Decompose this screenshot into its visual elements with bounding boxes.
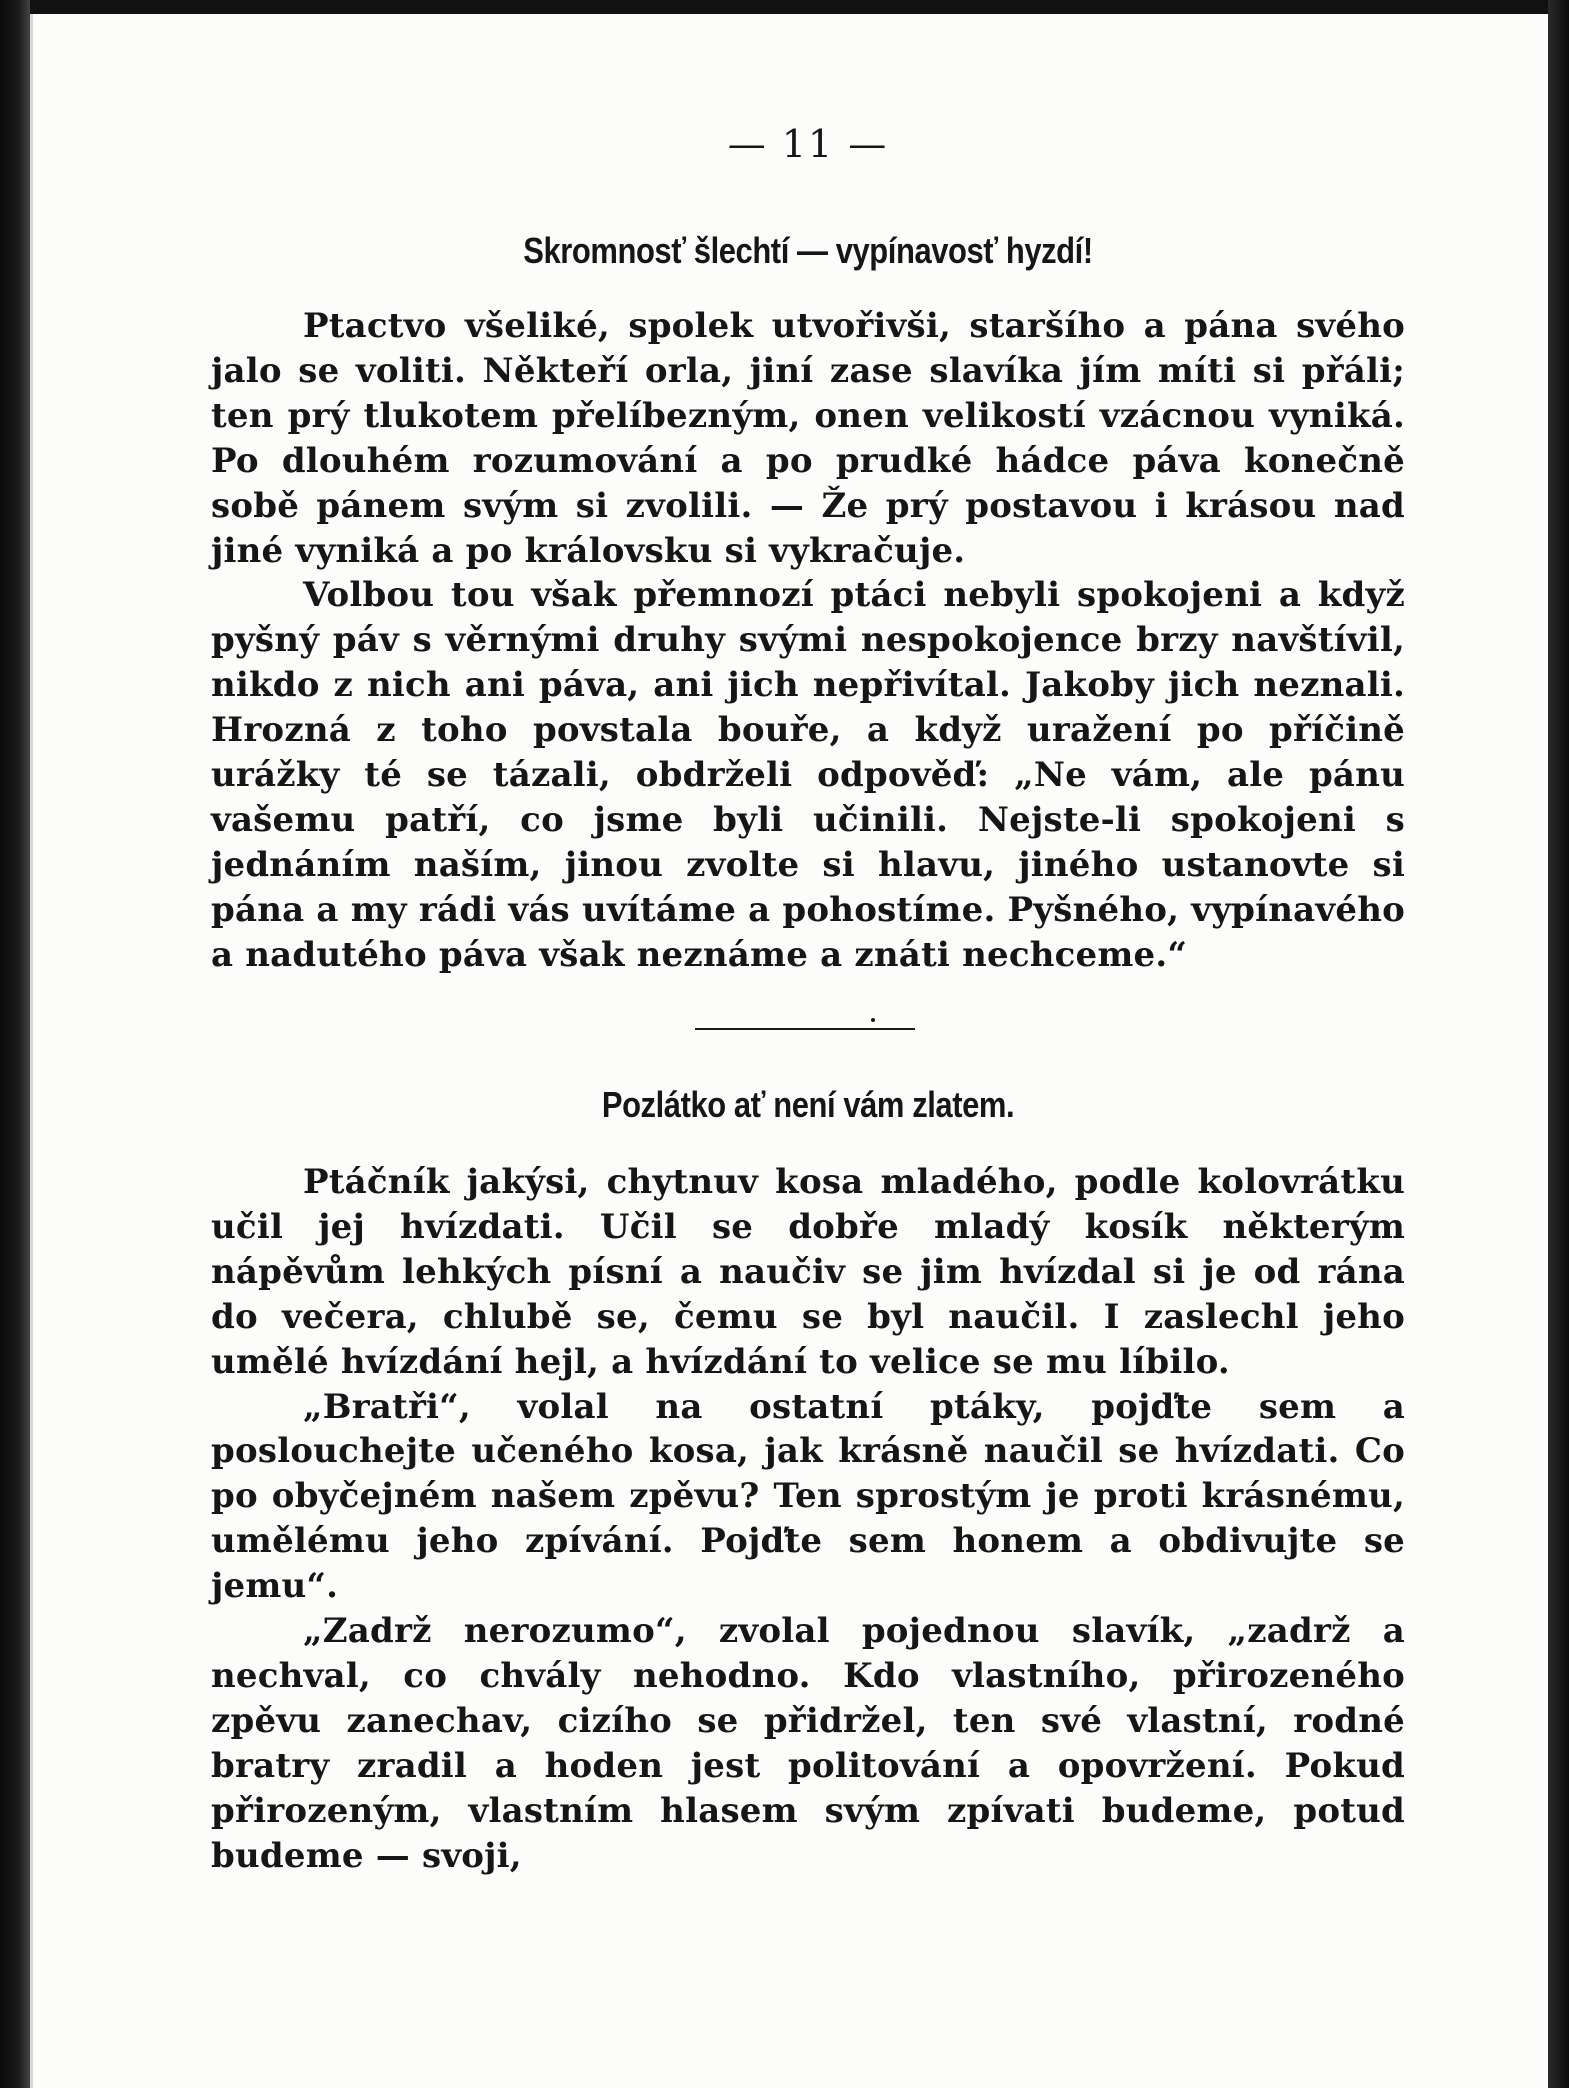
page-number: — 11 —: [727, 122, 889, 166]
fable1-paragraph: Ptactvo všeliké, spolek utvořivši, staršího a pána svého jalo se voliti. Někteří orla, jiní zase slavíka jím míti si přáli; ten prý tlukotem přelíbezným, onen velikostí vzácnou vyniká. Po dlouhém rozumování a po prudké hádce páva konečně sobě pánem svým si zvolili. — Že prý postavou i krásou nad jiné vyniká a po královsku si vykračuje.: [211, 306, 1405, 571]
scan-left-edge: [0, 0, 30, 2088]
scan-right-edge: [1548, 0, 1569, 2088]
fable2-text: [211, 1160, 1405, 1879]
book-page: [30, 14, 1548, 2088]
fable1-text: [211, 304, 1405, 978]
fable2-paragraph: Ptáčník jakýsi, chytnuv kosa mladého, podle kolovrátku učil jej hvízdati. Učil se dobře mladý kosík některým nápěvům lehkých písní a naučiv se jim hvízdal si je od rána do večera, chlubě se, čemu se byl naučil. I zaslechl jeho umělé hvízdání hejl, a hvízdání to velice se mu líbilo.: [211, 1162, 1405, 1382]
fable2-paragraph: „Bratři“, volal na ostatní ptáky, pojďte sem a poslouchejte učeného kosa, jak krásně naučil se hvízdati. Co po obyčejném našem zpěvu? Ten sprostým je proti krásnému, umělému jeho zpívání. Pojďte sem honem a obdivujte se jemu“.: [211, 1386, 1405, 1607]
fable2-title: Pozlátko ať není vám zlatem.: [601, 1084, 1015, 1125]
fable2-paragraph: „Zadrž nerozumo“, zvolal pojednou slavík, „zadrž a nechval, co chvály nehodno. Kdo vlastního, přirozeného zpěvu zanechav, cizího se přidržel, ten své vlastní, rodné bratry zradil a hoden jest politování a opovržení. Pokud přirozeným, vlastním hlasem svým zpívati budeme, potud budeme — svoji,: [211, 1611, 1405, 1876]
divider-dot: [871, 1018, 875, 1022]
fable1-title: Skromnosť šlechtí — vypínavosť hyzdí!: [523, 230, 1093, 271]
fable1-paragraph: Volbou tou však přemnozí ptáci nebyli spokojeni a když pyšný páv s věrnými druhy svými nespokojence brzy navštívil, nikdo z nich ani páva, ani jich nepřivítal. Jakoby jich neznali. Hrozná z toho povstala bouře, a když uražení po příčině urážky té se tázali, obdrželi odpověď: „Ne vám, ale pánu vašemu patří, co jsme byli učinili. Nejste-li spokojeni s jednáním naším, jinou zvolte si hlavu, jiného ustanovte si pána a my rádi vás uvítáme a pohostíme. Pyšného, vypínavého a nadutého páva však neznáme a znáti nechceme.“: [211, 575, 1405, 975]
section-divider: [695, 1028, 915, 1030]
